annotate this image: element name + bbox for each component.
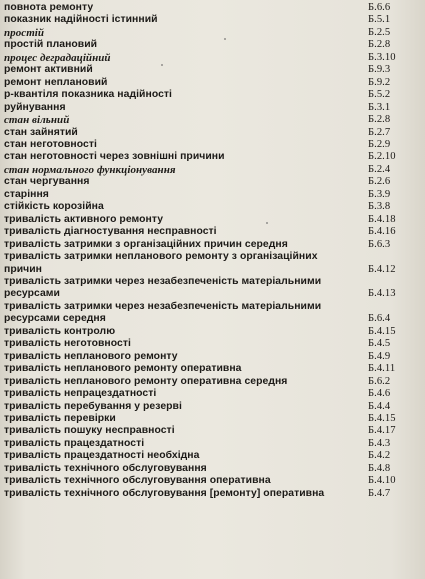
entry-ref: Б.4.16 — [368, 226, 396, 238]
index-entry — [4, 438, 420, 450]
entry-term: тривалість непланового ремонту оперативна — [4, 363, 242, 375]
scan-speck — [224, 38, 226, 40]
entry-term: процес деградаційний — [4, 51, 111, 64]
index-entry — [4, 89, 420, 101]
index-entry — [4, 226, 420, 238]
index-entry — [4, 463, 420, 475]
index-entry — [4, 64, 420, 76]
index-entry — [4, 363, 420, 375]
entry-term: тривалість непланового ремонту оперативна середня — [4, 375, 288, 387]
entry-term: стан нормального функціонування — [4, 163, 176, 176]
entry-ref: Б.4.17 — [368, 425, 396, 437]
entry-term: тривалість затримки через незабезпеченість матеріальними ресурсами середня — [4, 300, 322, 325]
entry-ref: Б.4.10 — [368, 475, 396, 487]
entry-term: тривалість непрацездатності — [4, 388, 157, 400]
entry-term: тривалість технічного обслуговування — [4, 462, 207, 474]
entry-ref: Б.4.7 — [368, 487, 391, 499]
entry-ref: Б.2.5 — [368, 26, 391, 38]
entry-term: стан чергування — [4, 176, 90, 188]
entry-ref: Б.9.2 — [368, 76, 391, 88]
index-entry — [4, 450, 420, 462]
index-entry — [4, 488, 420, 500]
entry-ref: Б.4.3 — [368, 437, 391, 449]
index-entry — [4, 201, 420, 213]
entry-ref: Б.4.2 — [368, 450, 391, 462]
entry-term: тривалість діагностування несправності — [4, 226, 217, 238]
entry-ref: Б.2.9 — [368, 138, 391, 150]
entry-ref: Б.4.9 — [368, 350, 391, 362]
entry-ref: Б.4.4 — [368, 400, 391, 412]
entry-ref: Б.4.6 — [368, 388, 391, 400]
entry-ref: Б.2.7 — [368, 126, 391, 138]
entry-term: показник надійності істинний — [4, 14, 158, 26]
index-entry — [4, 77, 420, 89]
entry-ref: Б.2.4 — [368, 163, 391, 175]
index-entry — [4, 251, 420, 276]
scan-speck — [161, 64, 163, 66]
entry-term: тривалість затримки з організаційних причин середня — [4, 238, 288, 250]
scan-speck — [266, 222, 268, 224]
entry-term: тривалість неготовності — [4, 338, 131, 350]
index-entry — [4, 425, 420, 437]
index-entry — [4, 27, 420, 39]
entry-term: тривалість пошуку несправності — [4, 425, 175, 437]
index-entry — [4, 413, 420, 425]
index-entry — [4, 351, 420, 363]
entry-ref: Б.4.13 — [368, 288, 396, 300]
index-entry — [4, 401, 420, 413]
entry-term: тривалість затримки непланового ремонту з організаційних причин — [4, 251, 318, 275]
index-entry — [4, 214, 420, 226]
entry-term: тривалість контролю — [4, 325, 116, 337]
index-entry — [4, 114, 420, 126]
index-entry — [4, 189, 420, 201]
entry-ref: Б.9.3 — [368, 64, 391, 76]
index-entry — [4, 475, 420, 487]
entry-term: тривалість працездатності — [4, 437, 145, 449]
entry-ref: Б.2.8 — [368, 114, 391, 126]
entry-term: стан неготовності через зовнішні причини — [4, 151, 225, 163]
entry-term: стійкість корозійна — [4, 201, 104, 213]
index-entry — [4, 326, 420, 338]
entry-ref: Б.2.8 — [368, 39, 391, 51]
entry-term: тривалість перебування у резерві — [4, 400, 182, 412]
entry-term: повнота ремонту — [4, 2, 94, 13]
entry-term: стан вільний — [4, 114, 70, 127]
entry-ref: Б.4.15 — [368, 325, 396, 337]
entry-term: тривалість активного ремонту — [4, 213, 164, 225]
entry-ref: Б.4.18 — [368, 213, 396, 225]
index-entry — [4, 52, 420, 64]
index-entry — [4, 139, 420, 151]
entry-ref: Б.6.4 — [368, 313, 391, 325]
entry-term: руйнування — [4, 101, 66, 113]
entry-term: p-квантіля показника надійності — [4, 89, 172, 101]
entry-term: тривалість технічного обслуговування оперативна — [4, 475, 271, 487]
index-entry — [4, 164, 420, 176]
entry-ref: Б.5.2 — [368, 89, 391, 101]
index-entry — [4, 276, 420, 301]
index-entry — [4, 39, 420, 51]
entry-term: тривалість працездатності необхідна — [4, 450, 200, 462]
entry-ref: Б.4.12 — [368, 263, 396, 275]
entry-ref: Б.6.3 — [368, 238, 391, 250]
entry-term: тривалість непланового ремонту — [4, 350, 178, 362]
entry-term: старіння — [4, 188, 49, 200]
index-entry — [4, 338, 420, 350]
entry-ref: Б.2.6 — [368, 176, 391, 188]
entry-ref: Б.6.2 — [368, 375, 391, 387]
entry-ref: Б.3.10 — [368, 51, 396, 63]
entry-term: тривалість перевірки — [4, 412, 116, 424]
index-entry — [4, 151, 420, 163]
term-index — [4, 2, 420, 500]
entry-ref: Б.6.6 — [368, 2, 391, 13]
index-entry — [4, 127, 420, 139]
entry-ref: Б.3.9 — [368, 188, 391, 200]
index-entry — [4, 376, 420, 388]
index-entry — [4, 2, 420, 14]
entry-ref: Б.3.8 — [368, 201, 391, 213]
index-entry — [4, 301, 420, 326]
entry-term: простій плановий — [4, 39, 98, 51]
index-entry — [4, 176, 420, 188]
entry-ref: Б.4.15 — [368, 412, 396, 424]
entry-ref: Б.4.5 — [368, 338, 391, 350]
entry-ref: Б.5.1 — [368, 14, 391, 26]
entry-ref: Б.2.10 — [368, 151, 396, 163]
index-entry — [4, 14, 420, 26]
entry-term: стан зайнятий — [4, 126, 78, 138]
entry-term: стан неготовності — [4, 138, 97, 150]
index-entry — [4, 239, 420, 251]
entry-term: простій — [4, 26, 45, 39]
index-entry — [4, 102, 420, 114]
entry-term: ремонт неплановий — [4, 76, 108, 88]
entry-ref: Б.4.11 — [368, 363, 396, 375]
entry-ref: Б.4.8 — [368, 462, 391, 474]
entry-term: тривалість затримки через незабезпеченість матеріальними ресурсами — [4, 275, 322, 300]
entry-term: тривалість технічного обслуговування [ремонту] оперативна — [4, 487, 325, 499]
index-entry — [4, 388, 420, 400]
entry-ref: Б.3.1 — [368, 101, 391, 113]
entry-term: ремонт активний — [4, 64, 93, 76]
